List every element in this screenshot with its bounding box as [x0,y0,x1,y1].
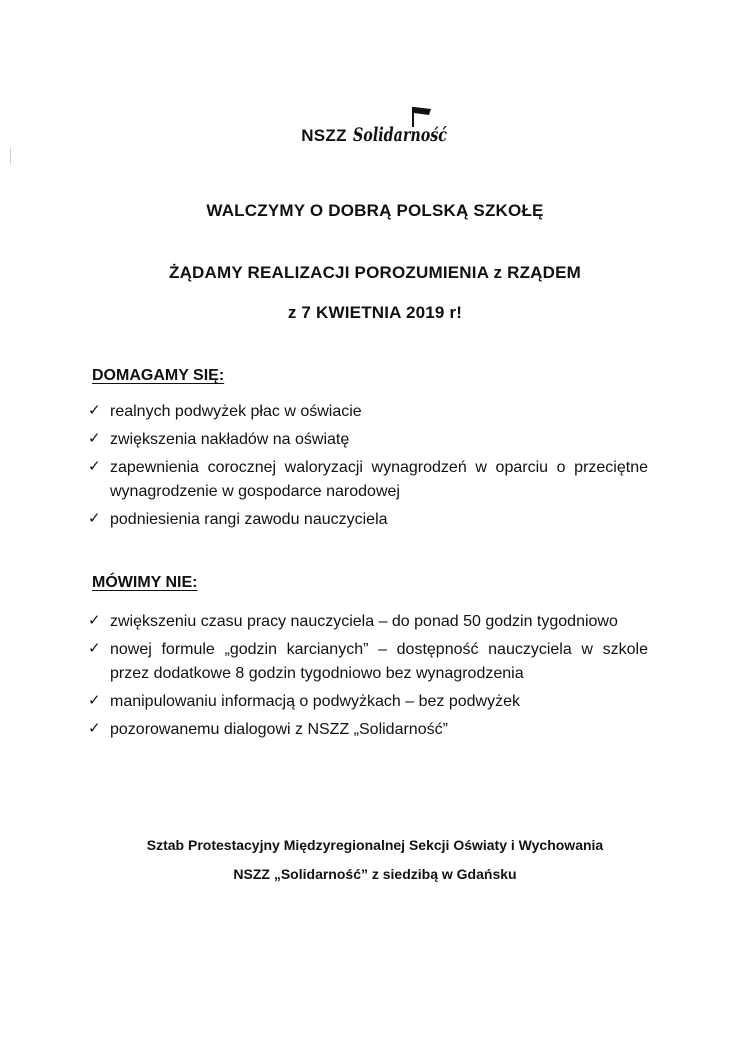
list-item [88,718,648,742]
list-item [88,610,648,634]
checkmark-icon: ✓ [88,692,101,709]
list-item [88,456,648,504]
checkmark-icon: ✓ [88,402,101,419]
list-item-text: zwiększeniu czasu pracy nauczyciela – do ponad 50 godzin tygodniowo [110,613,618,630]
union-acronym: NSZZ [301,126,347,145]
list-item-text: nowej formule „godzin karcianych” – dostępność nauczyciela w szkole przez dodatkowe 8 godzin tygodniowo bez wynagrodzenia [110,641,648,682]
checkmark-icon: ✓ [88,430,101,447]
solidarnosc-logo [351,103,449,149]
header [0,103,750,149]
demands-title: DOMAGAMY SIĘ: [92,367,225,384]
headline-date: z 7 KWIETNIA 2019 r! [287,303,463,322]
headline-main: WALCZYMY O DOBRĄ POLSKĄ SZKOŁĘ [206,201,544,220]
solidarnosc-logo-graphic [351,103,449,149]
demands-list [88,400,648,536]
list-item [88,638,648,686]
list-item-text: zapewnienia corocznej waloryzacji wynagrodzeń w oparciu o przeciętne wynagrodzenie w gospodarce narodowej [110,459,648,500]
scan-artifact [10,148,11,164]
svg-text:Solidarność: Solidarność [352,124,448,146]
refusals-title: MÓWIMY NIE: [92,574,198,591]
checkmark-icon: ✓ [88,640,101,657]
checkmark-icon: ✓ [88,720,101,737]
footer-signature-line1: Sztab Protestacyjny Międzyregionalnej Sekcji Oświaty i Wychowania [146,837,604,853]
footer-signature-line2: NSZZ „Solidarność” z siedzibą w Gdańsku [233,866,517,882]
list-item-text: manipulowaniu informacją o podwyżkach – bez podwyżek [110,693,520,710]
refusals-list [88,610,648,746]
list-item-text: realnych podwyżek płac w oświacie [110,403,362,420]
list-item [88,690,648,714]
list-item [88,400,648,424]
list-item [88,428,648,452]
list-item [88,508,648,532]
checkmark-icon: ✓ [88,458,101,475]
list-item-text: zwiększenia nakładów na oświatę [110,431,350,448]
list-item-text: pozorowanemu dialogowi z NSZZ „Solidarność” [110,721,448,738]
headline-demand: ŻĄDAMY REALIZACJI POROZUMIENIA z RZĄDEM [168,263,582,282]
checkmark-icon: ✓ [88,510,101,527]
checkmark-icon: ✓ [88,612,101,629]
list-item-text: podniesienia rangi zawodu nauczyciela [110,511,388,528]
